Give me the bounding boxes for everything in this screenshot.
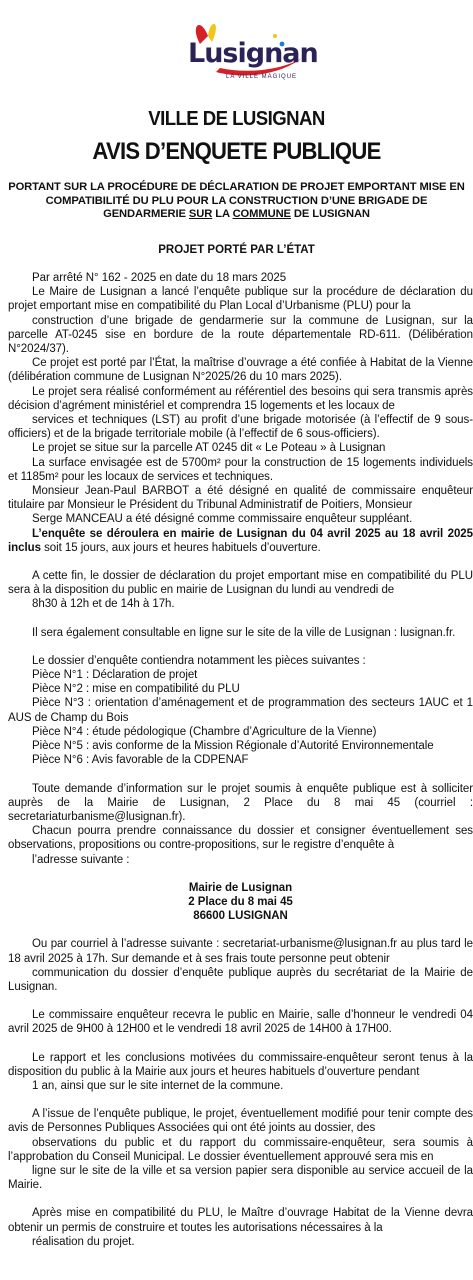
paragraph: 1 an, ainsi que sur le site internet de la commune. (32, 1079, 284, 1092)
paragraph: Ce projet est porté par l’État, la maîtrise d’ouvrage a été confiée à Habitat de la Vienne (délibération commune de Lusignan N°2025/26 du 10 mars 2025). (8, 357, 473, 384)
paragraph: ligne sur le site de la ville et sa version papier sera disponible au service accueil de la Mairie. (8, 1164, 473, 1192)
paragraph: Le projet sera réalisé conformément au référentiel des besoins qui sera transmis après décision d’agrément ministériel et comprendra 15 logements et les locaux de (8, 385, 473, 412)
paragraph: Le projet se situe sur la parcelle AT 0245 dit « Le Poteau » à Lusignan (32, 442, 386, 455)
paragraph: Le dossier d’enquête contiendra notamment les pièces suivantes : (32, 654, 366, 667)
piece-item: Pièce N°1 : Déclaration de projet (32, 669, 198, 682)
address-line: Mairie de Lusignan (188, 881, 293, 894)
notice-subtitle (8, 181, 465, 222)
piece-item: Pièce N°2 : mise en compatibilité du PLU (32, 683, 240, 696)
piece-item: Pièce N°6 : Avis favorable de la CDPENAF (32, 754, 249, 767)
paragraph: communication du dossier d’enquête publique auprès du secrétariat de la Mairie de Lusignan. (8, 966, 473, 993)
inquiry-dates-paragraph (8, 527, 473, 555)
piece-item: Pièce N°4 : étude pédologique (Chambre d’Agriculture de la Vienne) (32, 725, 377, 738)
page-title: AVIS D’ENQUETE PUBLIQUE (92, 138, 381, 165)
paragraph: Le rapport et les conclusions motivées du commissaire-enquêteur seront tenus à la disposition du public à la Mairie aux jours et heures habituels d’ouverture pendant (8, 1051, 473, 1078)
paragraph: Chacun pourra prendre connaissance du dossier et consigner éventuellement ses observations, propositions ou contre-propositions, sur le registre d’enquête à (8, 825, 473, 852)
paragraph: Par arrêté N° 162 - 2025 en date du 18 mars 2025 (32, 272, 287, 284)
paragraph: 8h30 à 12h et de 14h à 17h. (32, 598, 175, 611)
paragraph: Monsieur Jean-Paul BARBOT a été désigné en qualité de commissaire enquêteur titulaire par Monsieur le Président du Tribunal Administratif de Poitiers, Monsieur (8, 485, 473, 512)
paragraph: réalisation du projet. (32, 1235, 135, 1248)
subtitle-underlined: COMMUNE (232, 208, 291, 221)
paragraph-rest: soit 15 jours, aux jours et heures habituels d’ouverture. (40, 541, 321, 554)
subtitle-part: LA (212, 208, 233, 221)
lusignan-logo (186, 14, 318, 86)
paragraph: Le Maire de Lusignan a lancé l’enquête publique sur la procédure de déclaration du projet emportant mise en compatibilité du Plan Local d’Urbanisme (PLU) pour la (8, 286, 473, 313)
paragraph: La surface envisagée est de 5700m² pour la construction de 15 logements individuels et 1185m² pour les locaux de services et techniques. (8, 456, 473, 483)
paragraph: Le commissaire enquêteur recevra le public en Mairie, salle d’honneur le vendredi 04 avril 2025 de 9H00 à 12H00 et le vendredi 18 avril 2025 de 14H00 à 17H00. (8, 1009, 473, 1036)
paragraph: Ou par courriel à l’adresse suivante : secretariat-urbanisme@lusignan.fr au plus tard le 18 avril 2025 à 17h. Sur demande et à ses frais toute personne peut obtenir (8, 938, 473, 965)
paragraph: A cette fin, le dossier de déclaration du projet emportant mise en compatibilité du PLU sera à la disposition du public en mairie de Lusignan du lundi au vendredi de (8, 570, 473, 597)
paragraph: Serge MANCEAU a été désigné comme commissaire enquêteur suppléant. (32, 513, 413, 526)
paragraph: A l’issue de l’enquête publique, le projet, éventuellement modifié pour tenir compte des avis de Personnes Publiques Associées qui ont été joints au dossier, des (8, 1108, 473, 1135)
address-line: 86600 LUSIGNAN (193, 910, 288, 923)
subtitle-part: DE LUSIGNAN (290, 208, 370, 221)
subtitle-underlined: SUR (188, 208, 213, 221)
paragraph: Toute demande d’information sur le projet soumis à enquête publique est à solliciter auprès de la Mairie de Lusignan, 2 Place du 8 mai 45 (courriel : secretariaturbanisme@lusignan.fr). (8, 782, 473, 823)
paragraph: services et techniques (LST) au profit d’une brigade motorisée (à l’effectif de 9 sous-officiers) et de la brigade territoriale mobile (à l’effectif de 6 sous-officiers). (8, 414, 473, 441)
paragraph: construction d’une brigade de gendarmerie sur la commune de Lusignan, sur la parcelle AT-0245 sise en bordure de la route départementale RD-611. (Délibération N°2024/37). (8, 314, 473, 356)
piece-item: Pièce N°5 : avis conforme de la Mission Régionale d’Autorité Environnementale (32, 740, 434, 753)
paragraph: observations du public et du rapport du commissaire-enquêteur, sera soumis à l’approbation du Conseil Municipal. Le dossier éventuellement approuvé sera mis en (8, 1136, 473, 1163)
address-line: 2 Place du 8 mai 45 (188, 895, 293, 908)
subtitle-part: PORTANT SUR LA PROCÉDURE DE DÉCLARATION DE PROJET EMPORTANT MISE EN COMPATIBILITÉ DU PLU POUR LA CONSTRUCTION D’UNE BRIGADE DE GENDARMERIE (8, 181, 465, 221)
paragraph: l’adresse suivante : (32, 853, 130, 866)
town-heading: VILLE DE LUSIGNAN (148, 108, 325, 130)
piece-item: Pièce N°3 : orientation d’aménagement et de programmation des secteurs 1AUC et 1 AUS de Champ du Bois (8, 697, 473, 724)
inquiry-dates: L’enquête se déroulera en mairie de Lusignan du 04 avril 2025 au 18 avril 2025 inclus (8, 527, 473, 554)
project-owner-heading: PROJET PORTÉ PAR L’ÉTAT (158, 244, 315, 256)
logo-wordmark: Lusignan (188, 38, 318, 69)
logo-tagline: LA VILLE MAGIQUE (226, 74, 298, 80)
notice-body (8, 271, 473, 1249)
paragraph: Après mise en compatibilité du PLU, le Maître d’ouvrage Habitat de la Vienne devra obtenir un permis de construire et toutes les autorisations nécessaires à la (8, 1207, 473, 1234)
paragraph: Il sera également consultable en ligne sur le site de la ville de Lusignan : lusignan.fr. (32, 626, 456, 639)
